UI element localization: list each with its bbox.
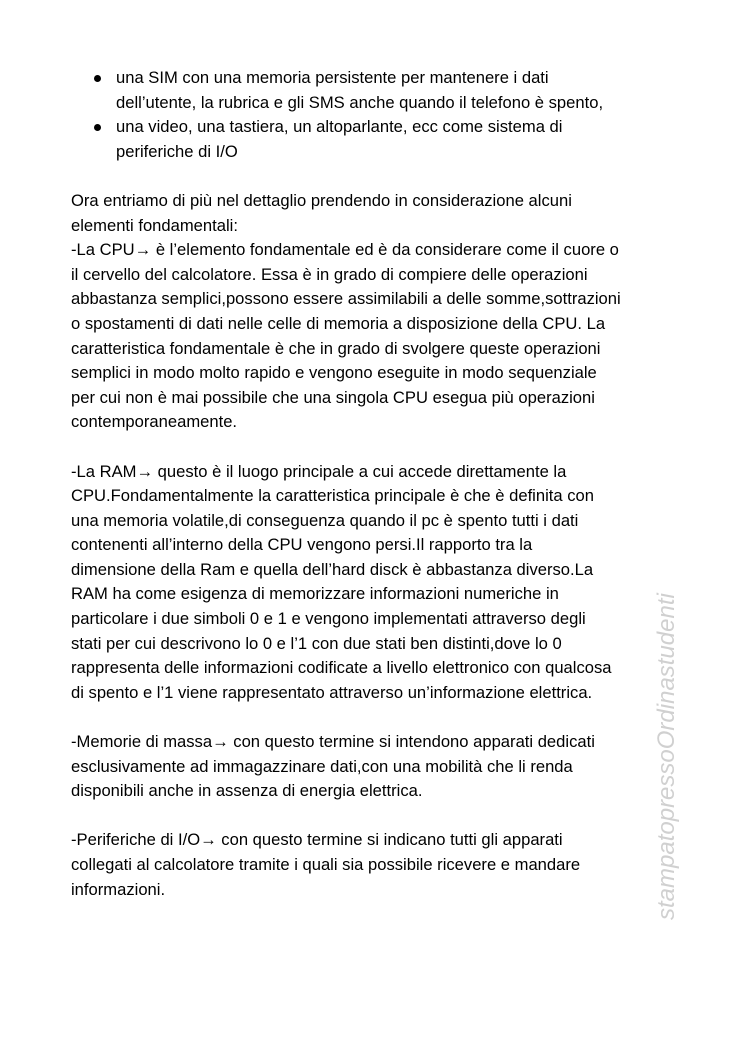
text-line: per cui non è mai possibile che una singola CPU esegua più operazioni — [71, 387, 595, 407]
bullet-list — [71, 66, 677, 164]
text-line: una SIM con una memoria persistente per mantenere i dati — [116, 68, 549, 87]
bullet-icon — [94, 75, 101, 82]
text-line: RAM ha come esigenza di memorizzare informazioni numeriche in — [71, 584, 559, 604]
text-line: -Memorie di massa→ con questo termine si intendono apparati dedicati — [71, 732, 595, 752]
text-line: collegati al calcolatore tramite i quali sia possibile ricevere e mandare — [71, 855, 581, 874]
text-line: dimensione della Ram e quella dell’hard disck è abbastanza diverso.La — [71, 559, 594, 579]
list-item — [71, 66, 677, 115]
text-line: CPU.Fondamentalmente la caratteristica principale è che è definita con — [71, 486, 594, 506]
paragraph-io-peripherals — [71, 828, 677, 902]
text-line: il cervello del calcolatore. Essa è in grado di compiere delle operazioni — [71, 264, 588, 284]
text-line: una video, una tastiera, un altoparlante, ecc come sistema di — [116, 117, 563, 137]
text-line: -La CPU→ è l’elemento fondamentale ed è da considerare come il cuore o — [71, 240, 619, 260]
text-line: Ora entriamo di più nel dettaglio prendendo in considerazione alcuni — [71, 190, 572, 210]
text-line: caratteristica fondamentale è che in grado di svolgere queste operazioni — [71, 338, 601, 358]
text-line: contemporaneamente. — [71, 412, 238, 432]
list-item — [71, 115, 677, 164]
text-line: o spostamenti di dati nelle celle di memoria a disposizione della CPU. La — [71, 313, 606, 333]
text-line: informazioni. — [71, 879, 166, 899]
paragraph-mass-storage — [71, 730, 677, 804]
bullet-icon — [94, 124, 101, 131]
text-line: rappresenta delle informazioni codificate a livello elettronico con qualcosa — [71, 658, 612, 678]
text-line: abbastanza semplici,possono essere assimilabili a delle somme,sottrazioni — [71, 289, 621, 309]
text-line: disponibili anche in assenza di energia elettrica. — [71, 781, 423, 801]
text-line: -Periferiche di I/O→ con questo termine si indicano tutti gli apparati — [71, 830, 563, 850]
text-line: periferiche di I/O — [116, 141, 238, 161]
paragraph-intro-cpu — [71, 189, 677, 435]
text-line: una memoria volatile,di conseguenza quando il pc è spento tutti i dati — [71, 510, 579, 530]
text-line: stati per cui descrivono lo 0 e l’1 con due stati ben distinti,dove lo 0 — [71, 633, 562, 653]
watermark: stampatopressoOrdinastudenti — [653, 593, 680, 920]
text-line: contenenti all’interno della CPU vengono persi.Il rapporto tra la — [71, 535, 533, 555]
text-line: di spento e l’1 viene rappresentato attraverso un’informazione elettrica. — [71, 682, 593, 702]
document-body — [71, 66, 677, 902]
text-line: semplici in modo molto rapido e vengono eseguite in modo sequenziale — [71, 363, 597, 383]
text-line: esclusivamente ad immagazzinare dati,con una mobilità che li renda — [71, 756, 573, 776]
text-line: particolare i due simboli 0 e 1 e vengono implementati attraverso degli — [71, 609, 586, 629]
text-line: -La RAM→ questo è il luogo principale a cui accede direttamente la — [71, 461, 567, 481]
paragraph-ram — [71, 460, 677, 706]
text-line: elementi fondamentali: — [71, 215, 238, 235]
text-line: dell’utente, la rubrica e gli SMS anche quando il telefono è spento, — [116, 92, 604, 112]
